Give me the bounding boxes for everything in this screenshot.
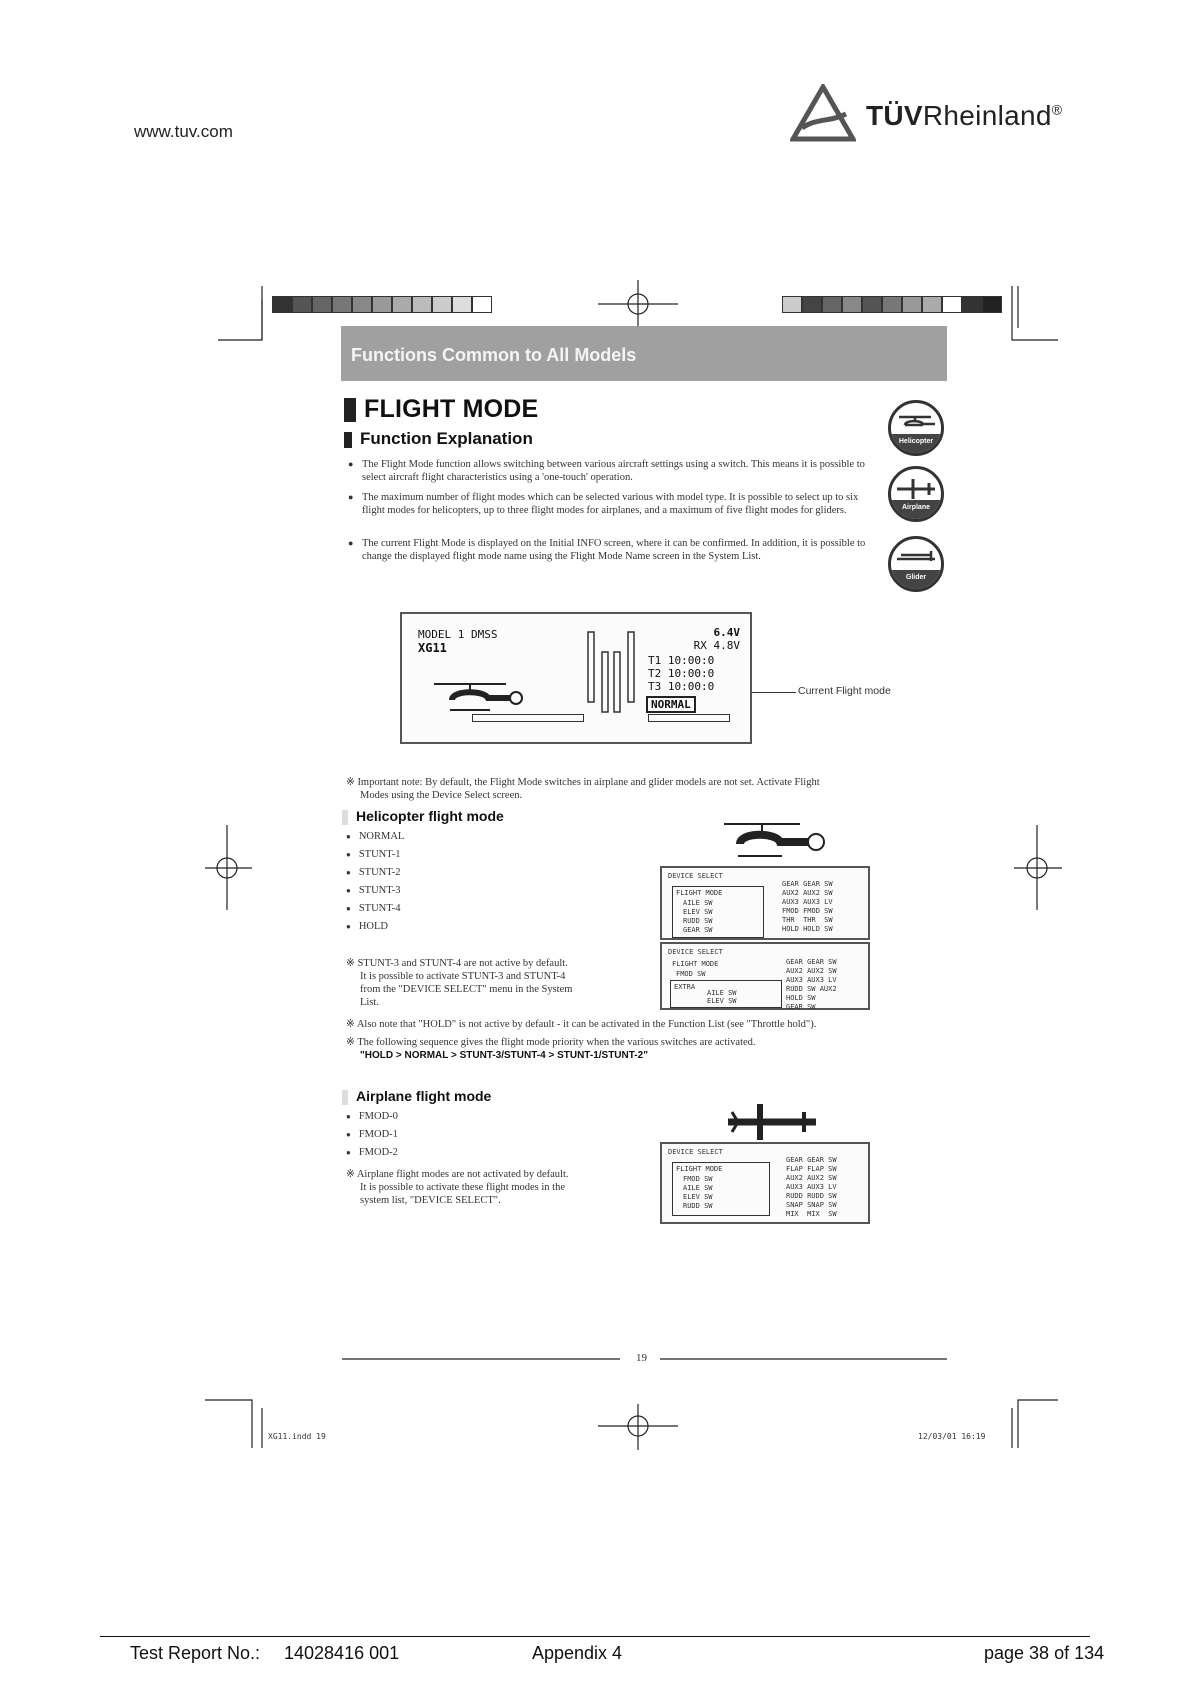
lcd-timer-3: T3 10:00:0: [648, 680, 715, 693]
subtitle-marker-icon: [344, 432, 352, 448]
lcd-model-line: MODEL 1 DMSS: [418, 628, 498, 641]
airplane-section-title: Airplane flight mode: [342, 1088, 491, 1105]
heli-mode-item: ● HOLD: [346, 921, 389, 932]
lcd-timers: [648, 654, 714, 693]
lcd-airplane-flight-mode-box: FLIGHT MODE FMOD SW AILE SW ELEV SW RUDD SW: [672, 1162, 770, 1216]
heli-mode-item: ● STUNT-1: [346, 849, 401, 860]
lcd-flight-mode: NORMAL: [646, 696, 696, 713]
lcd-trim-bars: [584, 624, 644, 724]
print-slug-left: XG11.indd 19: [268, 1432, 326, 1441]
lcd-device-select-2: DEVICE SELECT FLIGHT MODE FMOD SW EXTRA AILE SW ELEV SW GEAR GEAR SW AUX2 AUX2 SW AUX3 AUX3 LV RUDD SW AUX2 HOLD SW GEAR SW: [660, 942, 870, 1010]
airplane-icon: [891, 473, 941, 503]
helicopter-badge: [888, 400, 944, 456]
header-url: www.tuv.com: [134, 122, 233, 141]
lcd-flight-mode-box: FLIGHT MODE AILE SW ELEV SW RUDD SW GEAR SW: [672, 886, 764, 938]
lcd-helicopter-icon: [432, 676, 532, 716]
page-number: 19: [630, 1352, 653, 1364]
lcd-trim-h-left: [472, 714, 584, 722]
color-bar-left: [272, 296, 492, 313]
bullet-item: ● The Flight Mode function allows switching between various aircraft settings using a switch. This means it is possible to select aircraft flight characteristics using a 'one-touch' operation.: [348, 459, 865, 483]
page-title: FLIGHT MODE: [344, 395, 538, 424]
lcd-timer-2: T2 10:00:0: [648, 667, 715, 680]
important-note-line-2: Modes using the Device Select screen.: [360, 790, 523, 801]
footer-report-number: 14028416 001: [284, 1643, 400, 1663]
lcd-device-select-header: DEVICE SELECT: [668, 872, 723, 880]
airplane-note-line-2: It is possible to activate these flight modes in the: [360, 1182, 566, 1193]
lcd-model-name: XG11: [418, 641, 447, 655]
logo-prefix: TÜV: [866, 100, 923, 131]
lcd-device-select-1: [660, 866, 870, 940]
heli-mode-item: ● STUNT-3: [346, 885, 401, 896]
bullet-item: ● The current Flight Mode is displayed on the Initial INFO screen, where it can be confirmed. In addition, it is possible to change the displayed flight mode name using the Flight Mode Name screen in the System List.: [348, 538, 866, 562]
lcd-info-screen: [400, 612, 752, 744]
callout-label: Current Flight mode: [798, 685, 891, 697]
heli-mode-item: ● STUNT-2: [346, 867, 401, 878]
heli-note-line-1: ※ STUNT-3 and STUNT-4 are not active by default.: [346, 958, 568, 969]
color-bar-right: [782, 296, 1002, 313]
lcd-battery: 6.4V: [713, 626, 740, 639]
badge-label: Airplane: [891, 500, 941, 519]
important-note-line-1: ※ Important note: By default, the Flight Mode switches in airplane and glider models are not set. Activate Flight: [346, 777, 820, 788]
title-marker-icon: [344, 398, 356, 422]
heli-note-line-3: from the "DEVICE SELECT" menu in the System: [360, 984, 573, 995]
badge-label: Helicopter: [891, 434, 941, 453]
footer-appendix: Appendix 4: [532, 1643, 623, 1663]
airplane-illustration: [724, 1100, 824, 1144]
heli-note-line-2: It is possible to activate STUNT-3 and STUNT-4: [360, 971, 566, 982]
airplane-note-line-1: ※ Airplane flight modes are not activated by default.: [346, 1169, 569, 1180]
heli-section-title: Helicopter flight mode: [342, 808, 504, 825]
helicopter-icon: [891, 407, 941, 437]
airplane-mode-item: ● FMOD-1: [346, 1129, 398, 1140]
lcd-extra-box: EXTRA AILE SW ELEV SW: [670, 980, 782, 1008]
helicopter-illustration: [720, 818, 830, 862]
band-title: Functions Common to All Models: [351, 345, 637, 365]
logo-suffix: Rheinland: [922, 100, 1052, 131]
lcd-trim-h-right: [648, 714, 730, 722]
lcd-device-select-3: DEVICE SELECT FLIGHT MODE FMOD SW AILE SW ELEV SW RUDD SW GEAR GEAR SW FLAP FLAP SW AUX2 AUX2 SW AUX3 AUX3 LV RUDD RUDD SW SNAP SNAP SW MIX MIX SW: [660, 1142, 870, 1224]
lcd-timer-1: T1 10:00:0: [648, 654, 715, 667]
heli-note-line-4: List.: [360, 997, 379, 1008]
lcd-rx: RX 4.8V: [693, 639, 740, 652]
priority-sequence: "HOLD > NORMAL > STUNT-3/STUNT-4 > STUNT-1/STUNT-2": [360, 1050, 648, 1061]
airplane-mode-item: ● FMOD-0: [346, 1111, 398, 1122]
glider-icon: [891, 543, 941, 573]
subsection-title: Function Explanation: [344, 429, 533, 449]
airplane-badge: [888, 466, 944, 522]
footer-report-label: Test Report No.:: [130, 1643, 261, 1663]
heli-mode-item: ● STUNT-4: [346, 903, 401, 914]
hold-note: ※ Also note that "HOLD" is not active by default - it can be activated in the Function List (see "Throttle hold").: [346, 1019, 817, 1030]
airplane-mode-item: ● FMOD-2: [346, 1147, 398, 1158]
priority-note: ※ The following sequence gives the flight mode priority when the various switches are activated.: [346, 1037, 756, 1048]
footer-page: page 38 of 134: [984, 1643, 1105, 1663]
section-band: [341, 326, 947, 381]
lcd-column-text: GEAR GEAR SW AUX2 AUX2 SW AUX3 AUX3 LV FMOD FMOD SW THR THR SW HOLD HOLD SW: [782, 880, 833, 933]
footer-rule: [100, 1636, 1090, 1637]
heli-mode-item: ● NORMAL: [346, 831, 405, 842]
callout-line: [752, 692, 796, 693]
badge-label: Glider: [891, 570, 941, 589]
bullet-item: ● The maximum number of flight modes which can be selected various with model type. It is possible to select up to six flight modes for helicopters, up to three flight modes for airplanes, and a maximum of five flight modes for gliders.: [348, 492, 859, 516]
logo-registered-mark: ®: [1051, 101, 1063, 118]
glider-badge: [888, 536, 944, 592]
airplane-note-line-3: system list, "DEVICE SELECT".: [360, 1195, 501, 1206]
print-slug-right: 12/03/01 16:19: [918, 1432, 986, 1441]
